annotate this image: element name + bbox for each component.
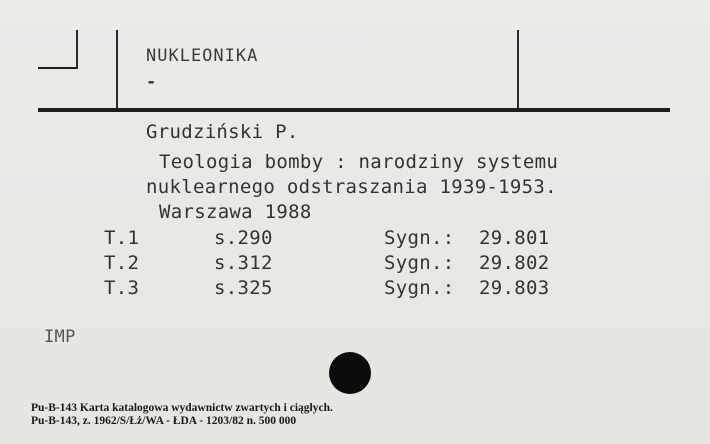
punch-hole (329, 352, 371, 394)
signature-label: Sygn.: (384, 252, 455, 274)
signature-number: 29.803 (479, 277, 550, 299)
title-line-2: nuklearnego odstraszania 1939-1953. (146, 176, 557, 198)
signature-label: Sygn.: (384, 227, 455, 249)
header-right-divider (517, 30, 519, 110)
imprint: Warszawa 1988 (159, 201, 312, 223)
corner-mark-horizontal (38, 67, 78, 69)
author: Grudziński P. (146, 121, 299, 143)
signature-label: Sygn.: (384, 277, 455, 299)
subject-heading: NUKLEONIKA (146, 46, 259, 66)
volume-number: T.3 (104, 277, 140, 299)
signature-number: 29.801 (479, 227, 550, 249)
header-rule (38, 108, 670, 112)
volume-pages: s.312 (214, 252, 273, 274)
provenance-note: IMP (44, 327, 76, 347)
volume-pages: s.325 (214, 277, 273, 299)
volume-number: T.1 (104, 227, 140, 249)
title-line-1: Teologia bomby : narodziny systemu (159, 151, 559, 173)
corner-mark-vertical (76, 30, 78, 69)
volume-pages: s.290 (214, 227, 273, 249)
subject-subheading: - (146, 72, 158, 92)
form-footer-line-1: Pu-B-143 Karta katalogowa wydawnictw zwartych i ciągłych. (31, 402, 333, 414)
volume-number: T.2 (104, 252, 140, 274)
header-left-divider (116, 30, 118, 110)
form-footer-line-2: Pu-B-143, z. 1962/S/Łż/WA - ŁDA - 1203/82 n. 500 000 (31, 415, 297, 427)
signature-number: 29.802 (479, 252, 550, 274)
